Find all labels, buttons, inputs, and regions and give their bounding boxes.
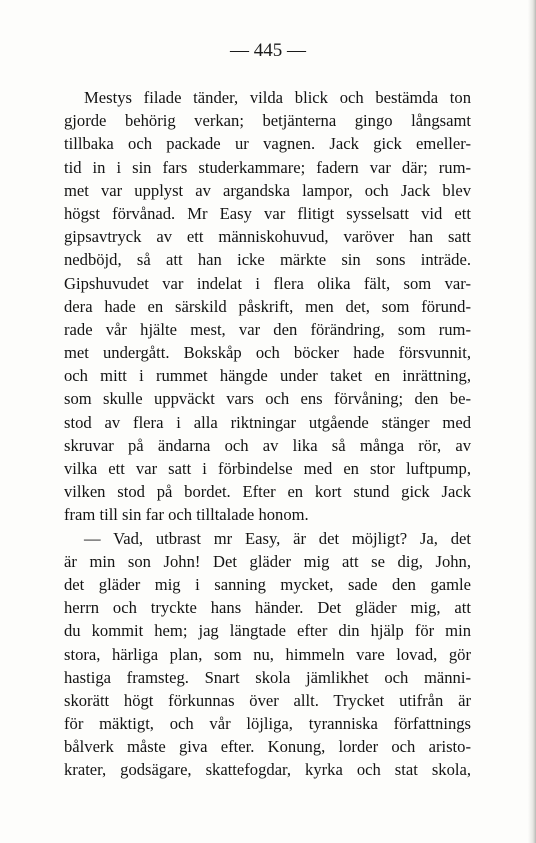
text-line: rade vår hjälte mest, var den förändring, som rum- — [64, 319, 471, 339]
body-text — [64, 86, 471, 782]
page-number: — 445 — — [230, 40, 306, 61]
text-line: hastiga framsteg. Snart skola jämlikhet och männi- — [64, 667, 471, 687]
text-line: Mestys filade tänder, vilda blick och bestämda ton — [84, 88, 471, 107]
text-line: vilka ett var satt i förbindelse med en stor luftpump, — [64, 459, 471, 478]
text-line: tillbaka och packade ur vagnen. Jack gick emeller- — [64, 134, 471, 154]
paragraph-1 — [64, 86, 471, 527]
text-line: gjorde behörig verkan; betjänterna gingo långsamt — [64, 111, 471, 131]
page-edge-shadow — [528, 0, 536, 843]
text-line: och mitt i rummet hängde under taket en inrättning, — [64, 366, 471, 386]
text-line: fram till sin far och tilltalade honom. — [64, 505, 309, 525]
text-line: bålverk måste giva efter. Konung, lorder och aristo- — [64, 737, 471, 757]
text-line: gipsavtryck av ett människohuvud, varöver han satt — [64, 227, 471, 247]
text-line: dera hade en särskild påskrift, men det, som förund- — [64, 296, 471, 316]
text-line: är min son John! Det gläder mig att se dig, John, — [64, 551, 471, 571]
text-line: met var upplyst av argandska lampor, och Jack blev — [64, 180, 471, 200]
text-line: — Vad, utbrast mr Easy, är det möjligt? Ja, det — [84, 528, 471, 548]
text-line: nedböjd, så att han icke märkte sin sons inträde. — [64, 250, 471, 270]
text-line: vilken stod på bordet. Efter en kort stund gick Jack — [64, 482, 471, 502]
text-line: stod av flera i alla riktningar utgående stänger med — [64, 412, 471, 432]
text-line: krater, godsägare, skattefogdar, kyrka och stat skola, — [64, 760, 471, 780]
text-line: herrn och tryckte hans händer. Det gläder mig, att — [64, 598, 471, 618]
text-line: skorätt högt förkunnas över allt. Trycket utifrån är — [64, 690, 471, 710]
text-line: Gipshuvudet var indelat i flera olika fält, som var- — [64, 273, 471, 293]
text-line: stora, härliga plan, som nu, himmeln vare lovad, gör — [64, 644, 471, 664]
text-line: met undergått. Bokskåp och böcker hade försvunnit, — [64, 343, 471, 363]
text-line: du kommit hem; jag längtade efter din hjälp för min — [64, 621, 471, 641]
paragraph-2 — [64, 527, 471, 782]
text-line: för mäktigt, och vår löjliga, tyranniska författnings — [64, 714, 471, 734]
text-line: högst förvånad. Mr Easy var flitigt sysselsatt vid ett — [64, 203, 471, 223]
text-line: skruvar på ändarna och av lika så många rör, av — [64, 435, 471, 455]
text-line: som skulle uppväckt vars och ens förvåning; den be- — [64, 389, 471, 409]
text-line: det gläder mig i sanning mycket, sade den gamle — [64, 574, 471, 594]
text-line: tid in i sin fars studerkammare; fadern var där; rum- — [64, 157, 471, 177]
